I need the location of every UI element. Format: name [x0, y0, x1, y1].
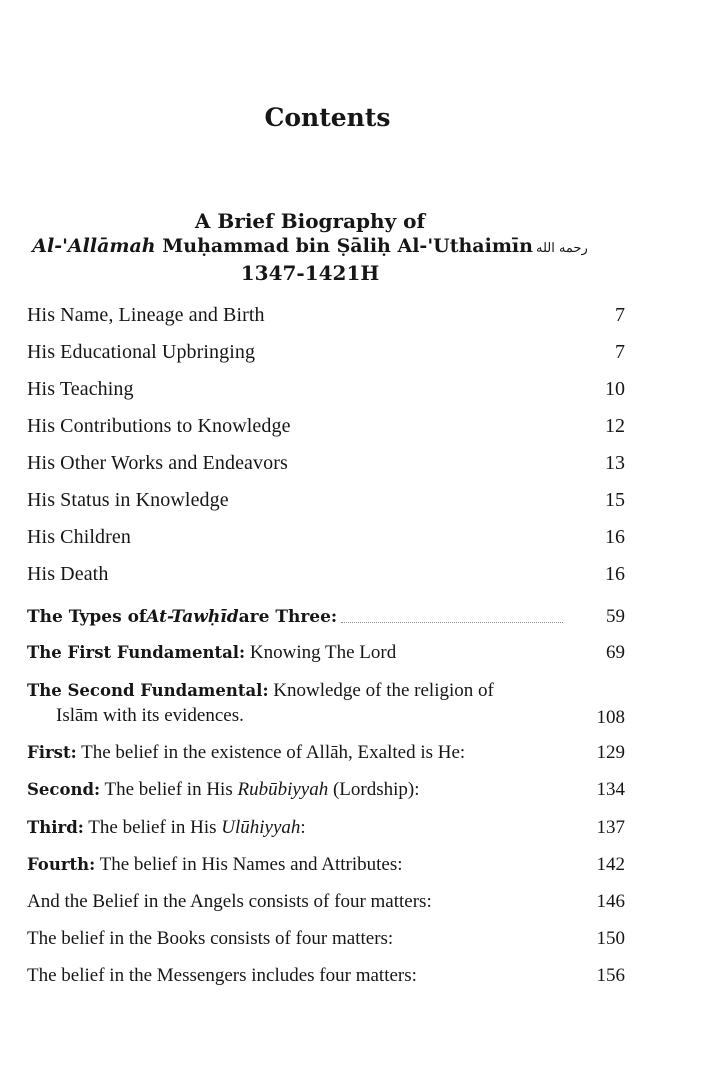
biography-title-italic: Al-'Allāmah: [32, 235, 156, 257]
toc-entry-label: [27, 853, 573, 877]
toc-entry-page: 134: [596, 779, 625, 800]
toc-entry-label: [27, 816, 573, 840]
toc-entry-label: His Status in Knowledge: [27, 489, 229, 511]
toc-entry-label: [27, 741, 573, 765]
toc-entry-fourth[interactable]: [27, 853, 625, 883]
toc-entry-page: 137: [596, 817, 625, 838]
toc-lead: The Second Fundamental:: [27, 681, 269, 700]
toc-lead: Second:: [27, 780, 101, 799]
biography-subject-name: Muḥammad bin Ṣāliḥ Al-'Uthaimīn: [162, 235, 533, 257]
toc-entry-label: His Name, Lineage and Birth: [27, 304, 265, 326]
toc-entry-page: 7: [615, 304, 625, 326]
biography-heading-dates: 1347-1421H: [240, 261, 380, 285]
toc-entry-page: 10: [605, 378, 625, 400]
biography-heading: [0, 209, 620, 286]
biography-heading-line2: [0, 234, 620, 261]
toc-entry[interactable]: [27, 451, 625, 481]
toc-entry-label: His Children: [27, 526, 131, 548]
toc-entry[interactable]: [27, 525, 625, 555]
toc-entry-page: 150: [596, 928, 625, 949]
toc-text: The belief in His: [100, 779, 238, 800]
toc-entry-page: 146: [596, 891, 625, 912]
toc-entry-label: The belief in the Messengers includes four matters:: [27, 965, 417, 986]
toc-entry-page: 108: [596, 707, 625, 728]
toc-italic-term: At-Tawḥīd: [146, 607, 239, 627]
toc-entry-label: His Other Works and Endeavors: [27, 452, 288, 474]
toc-italic-term: Ulūhiyyah: [221, 817, 301, 838]
toc-entry-page: 15: [605, 489, 625, 511]
toc-entry-page: 142: [596, 854, 625, 875]
toc-entry-types-of-tawhid[interactable]: [27, 605, 625, 635]
toc-entry[interactable]: [27, 340, 625, 370]
page-title: Contents: [264, 103, 391, 132]
toc-entry-second[interactable]: [27, 778, 625, 808]
toc-entry-books[interactable]: [27, 927, 625, 957]
biography-heading-line1: A Brief Biography of: [194, 209, 426, 233]
toc-entry-third[interactable]: [27, 816, 625, 846]
toc-entry-label: [27, 641, 573, 665]
toc-entry-page: 7: [615, 341, 625, 363]
toc-entry-page: 156: [596, 965, 625, 986]
toc-entry-label: His Contributions to Knowledge: [27, 415, 291, 437]
toc-lead: The First Fundamental:: [27, 643, 246, 662]
toc-entry-label: His Death: [27, 563, 109, 585]
toc-entry-page: 59: [606, 606, 625, 627]
toc-entry-label: His Teaching: [27, 378, 134, 400]
toc-entry-first-fundamental[interactable]: [27, 641, 625, 671]
toc-entry[interactable]: [27, 562, 625, 592]
toc-entry-page: 16: [605, 563, 625, 585]
toc-entry-angels[interactable]: [27, 890, 625, 920]
toc-entry-page: 12: [605, 415, 625, 437]
honorific-symbol: رحمه الله: [535, 241, 588, 256]
toc-entry-messengers[interactable]: [27, 964, 625, 994]
toc-text: :: [300, 817, 306, 838]
toc-entry-first[interactable]: [27, 741, 625, 771]
toc-entry-label: [27, 605, 573, 629]
toc-entry[interactable]: [27, 303, 625, 333]
toc-text: (Lordship):: [328, 779, 420, 800]
toc-entry[interactable]: [27, 414, 625, 444]
toc-entry-page: 129: [596, 742, 625, 763]
toc-entry[interactable]: [27, 377, 625, 407]
toc-entry-label: [27, 778, 573, 802]
toc-lead: Third:: [27, 818, 84, 837]
toc-entry-second-fundamental[interactable]: [27, 678, 625, 730]
toc-lead: Fourth:: [27, 855, 96, 874]
toc-text: The belief in His: [83, 817, 222, 838]
toc-entry-label: And the Belief in the Angels consists of four matters:: [27, 891, 432, 912]
dot-leader: [341, 605, 563, 623]
toc-text-continued: Islām with its evidences.: [56, 705, 244, 726]
toc-text: The belief in His Names and Attributes:: [95, 854, 403, 875]
toc-entry-label: His Educational Upbringing: [27, 341, 256, 363]
toc-text: are Three:: [238, 607, 338, 627]
toc-entry-label: [27, 678, 573, 728]
toc-text: The belief in the existence of Allāh, Exalted is He:: [76, 742, 466, 763]
toc-text: The Types of: [27, 607, 147, 627]
toc-lead: First:: [27, 743, 77, 762]
toc-entry-page: 69: [606, 642, 625, 663]
toc-italic-term: Rubūbiyyah: [237, 779, 329, 800]
toc-text: Knowledge of the religion of: [268, 680, 494, 701]
toc-entry[interactable]: [27, 488, 625, 518]
toc-entry-page: 16: [605, 526, 625, 548]
toc-text: Knowing The Lord: [245, 642, 397, 663]
toc-entry-page: 13: [605, 452, 625, 474]
toc-entry-label: The belief in the Books consists of four matters:: [27, 928, 394, 949]
